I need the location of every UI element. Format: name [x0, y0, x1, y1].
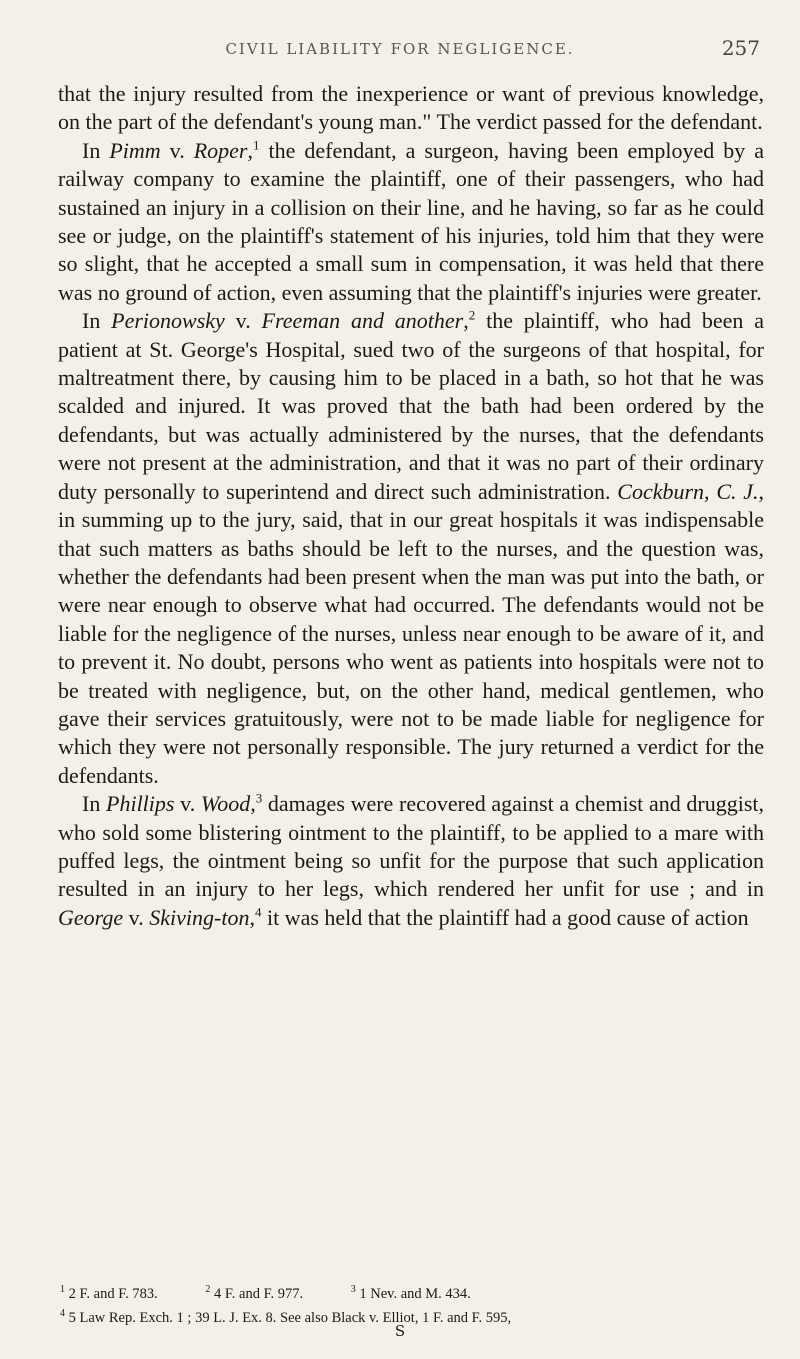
footnote-2: $^2$ 4 F. and F. 977. — [205, 1284, 304, 1302]
paragraph-1: that the injury resulted from the inexperience or want of previous knowledge, on the part of the defendant's young man." The verdict passed for the defendant. — [58, 81, 764, 135]
paragraph-2: In Pimm v. Roper,$^1$ the defendant, a surgeon, having been employed by a railway company to examine the plaintiff, one of their passengers, who had sustained an injury in a collision on their line, and he having, so far as he could see or judge, on the plaintiff's statement of his injuries, told him that they were so slight, that he accepted a small sum in compensation, it was held that there was no ground of action, even assuming that the plaintiff's injuries were greater. — [58, 137, 764, 305]
footnote-3: $^3$ 1 Nev. and M. 434. — [350, 1284, 471, 1302]
footnote-4-text: 5 Law Rep. Exch. 1 ; 39 L. J. Ex. 8. See also Black v. Elliot, 1 F. and F. 595, — [68, 1309, 512, 1326]
paragraph-4: In Phillips v. Wood,$^3$ damages were recovered against a chemist and druggist, who sold some blistering ointment to the plaintiff, to be applied to a mare with puffed legs, the ointment being so unfit for the purpose that such application resulted in an injury to her legs, which rendered her unfit for use ; and in George v. Skiving-ton,$^4$ it was held that the plaintiff had a good cause of action — [58, 790, 765, 930]
running-head: CIVIL LIABILITY FOR NEGLIGENCE. — [225, 40, 575, 58]
footnote-4: $^4$ 5 Law Rep. Exch. 1 ; 39 L. J. Ex. 8. See also Black v. Elliot, 1 F. and F. 595, — [60, 1307, 512, 1326]
page-number: 257 — [721, 36, 760, 60]
footnote-1: $^1$ 2 F. and F. 783. — [60, 1284, 158, 1302]
signature-mark: S — [394, 1322, 406, 1340]
body-text — [58, 80, 764, 932]
paragraph-3: In Perionowsky v. Freeman and another,$^2$ the plaintiff, who had been a patient at St. George's Hospital, sued two of the surgeons of that hospital, for maltreatment there, by causing him to be placed in a bath, so hot that he was scalded and injured. It was proved that the bath had been ordered by the defendants, but was actually administered by the nurses, that the defendants were not present at the administration, and that it was no part of their ordinary duty personally to superintend and direct such administration. Cockburn, C. J., in summing up to the jury, said, that in our great hospitals it was indispensable that such matters as baths should be left to the nurses, and the question was, whether the defendants had been present when the man was put into the bath, or were near enough to observe what had occurred. The defendants would not be liable for the negligence of the nurses, unless near enough to be aware of it, and to prevent it. No doubt, persons who went as patients into hospitals were not to be treated with negligence, but, on the other hand, medical gentlemen, who gave their services gratuitously, were not to be made liable for negligence for which they were not personally responsible. The jury returned a verdict for the defendants. — [58, 307, 765, 788]
footnotes — [60, 1280, 766, 1328]
footnote-2-text: 4 F. and F. 977. — [214, 1285, 304, 1302]
footnote-row-1 — [60, 1280, 766, 1304]
footnote-3-text: 1 Nev. and M. 434. — [359, 1285, 471, 1302]
footnote-1-text: 2 F. and F. 783. — [68, 1285, 158, 1302]
